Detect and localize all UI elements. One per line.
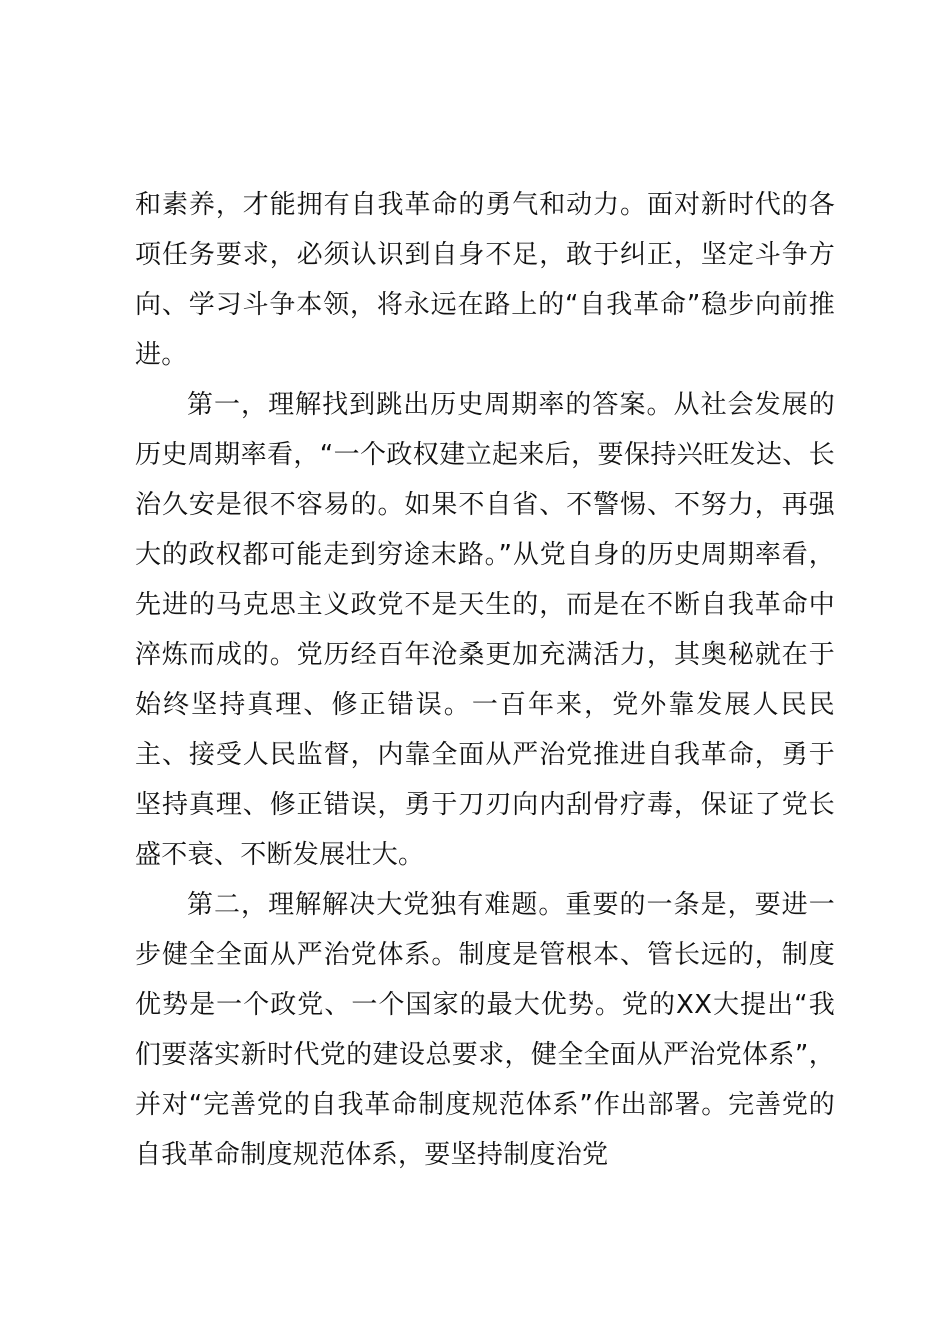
body-text [135,180,835,1180]
paragraph-second-point: 第二，理解解决大党独有难题。重要的一条是，要进一步健全全面从严治党体系。制度是管根本、管长远的，制度优势是一个政党、一个国家的最大优势。党的XX大提出“我们要落实新时代党的建设总要求，健全全面从严治党体系”，并对“完善党的自我革命制度规范体系”作出部署。完善党的自我革命制度规范体系，要坚持制度治党 [135,890,835,1170]
paragraph-continuation: 和素养，才能拥有自我革命的勇气和动力。面对新时代的各项任务要求，必须认识到自身不足，敢于纠正，坚定斗争方向、学习斗争本领，将永远在路上的“自我革命”稳步向前推进。 [135,190,835,370]
paragraph-first-point: 第一，理解找到跳出历史周期率的答案。从社会发展的历史周期率看，“一个政权建立起来后，要保持兴旺发达、长治久安是很不容易的。如果不自省、不警惕、不努力，再强大的政权都可能走到穷途末路。”从党自身的历史周期率看，先进的马克思主义政党不是天生的，而是在不断自我革命中淬炼而成的。党历经百年沧桑更加充满活力，其奥秘就在于始终坚持真理、修正错误。一百年来，党外靠发展人民民主、接受人民监督，内靠全面从严治党推进自我革命，勇于坚持真理、修正错误，勇于刀刃向内刮骨疗毒，保证了党长盛不衰、不断发展壮大。 [135,390,835,870]
